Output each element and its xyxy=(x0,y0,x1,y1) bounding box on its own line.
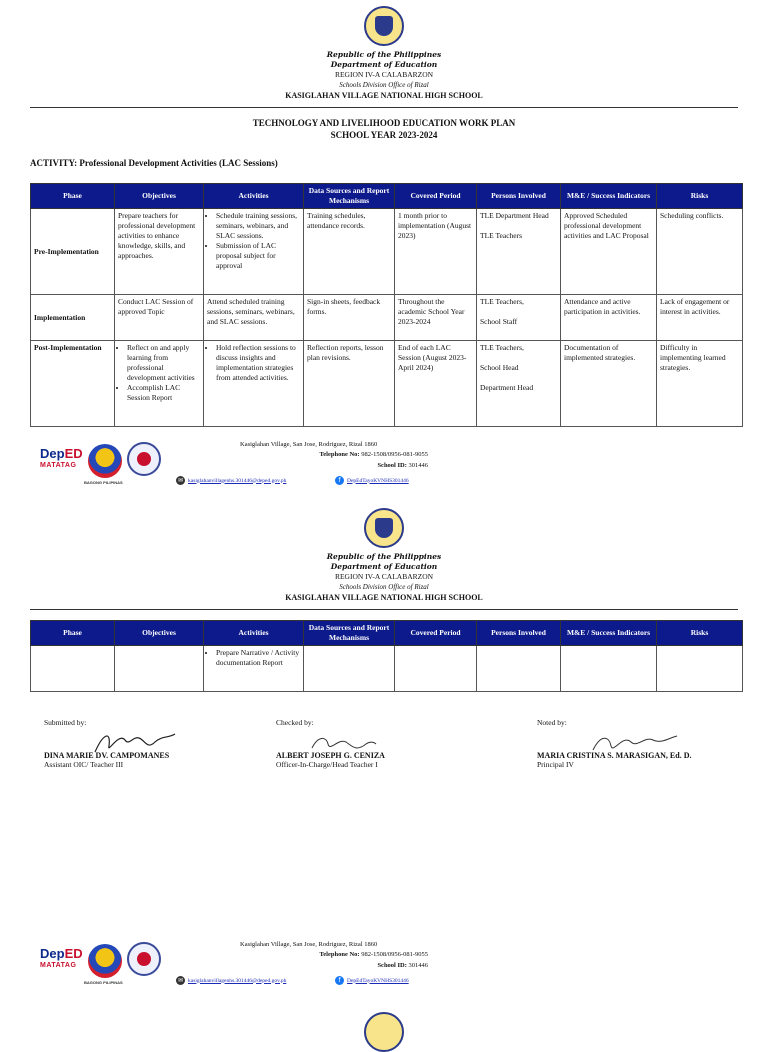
indicators-cell: Attendance and active participation in activities. xyxy=(561,295,657,341)
period-cell: 1 month prior to implementation (August 2023) xyxy=(395,209,477,295)
header-objectives: Objectives xyxy=(115,621,204,646)
activity-title: ACTIVITY: Professional Development Activities (LAC Sessions) xyxy=(30,158,278,168)
objectives-cell xyxy=(115,646,204,692)
logo-text: MATATAG xyxy=(40,462,77,469)
facebook-contact[interactable] xyxy=(335,476,409,485)
indicators-cell xyxy=(561,646,657,692)
plan-title: TECHNOLOGY AND LIVELIHOOD EDUCATION WORK PLAN xyxy=(252,118,516,128)
objectives-cell xyxy=(115,341,204,427)
school-id: 301446 xyxy=(408,462,428,469)
checked-by-block xyxy=(276,718,385,770)
school-logo xyxy=(127,942,161,976)
school-id-line xyxy=(362,461,428,471)
email-contact[interactable] xyxy=(176,976,286,985)
school-year: SCHOOL YEAR 2023-2024 xyxy=(330,130,438,140)
phase-cell xyxy=(31,646,115,692)
facebook-contact[interactable] xyxy=(335,976,409,985)
list-item: • Submission of LAC proposal subject for approval xyxy=(216,241,300,271)
person: TLE Teachers xyxy=(480,231,523,240)
header-data-sources: Data Sources and Report Mechanisms xyxy=(304,621,395,646)
telephone-number: 982-1508/0956-081-9055 xyxy=(361,951,428,958)
republic-line: Republic of the Philippines xyxy=(326,50,442,59)
facebook-icon: f xyxy=(335,476,344,485)
persons-cell xyxy=(477,209,561,295)
list-item: • Hold reflection sessions to discuss insights and implementation strategies from attended activities. xyxy=(216,343,300,383)
header-covered-period: Covered Period xyxy=(395,184,477,209)
data-sources-cell: Sign-in sheets, feedback forms. xyxy=(304,295,395,341)
page-footer xyxy=(0,940,768,992)
period-cell xyxy=(395,646,477,692)
risks-cell: Difficulty in implementing learned strategies. xyxy=(657,341,743,427)
telephone-line xyxy=(285,950,428,960)
logo-text: Dep xyxy=(40,946,65,961)
noted-name: MARIA CRISTINA S. MARASIGAN, Ed. D. xyxy=(537,751,692,760)
header-phase: Phase xyxy=(31,184,115,209)
header-covered-period: Covered Period xyxy=(395,621,477,646)
department-line: Department of Education xyxy=(330,60,438,69)
logo-text: ED xyxy=(64,946,83,961)
risks-cell xyxy=(657,646,743,692)
data-sources-cell xyxy=(304,646,395,692)
header-objectives: Objectives xyxy=(115,184,204,209)
deped-seal-icon xyxy=(364,6,404,46)
person: TLE Teachers, xyxy=(480,343,524,352)
data-sources-cell: Training schedules, attendance records. xyxy=(304,209,395,295)
department-line: Department of Education xyxy=(330,562,438,571)
division-line: Schools Division Office of Rizal xyxy=(339,81,429,89)
republic-line: Republic of the Philippines xyxy=(326,552,442,561)
checked-position: Officer-In-Charge/Head Teacher I xyxy=(276,760,378,769)
person: School Head xyxy=(480,363,519,372)
table-header-row xyxy=(31,621,743,646)
facebook-icon: f xyxy=(335,976,344,985)
phase-cell: Post-Implementation xyxy=(31,341,115,427)
email-icon: ✉ xyxy=(177,477,184,484)
phase-cell: Pre-Implementation xyxy=(31,209,115,295)
school-id-line xyxy=(362,961,428,971)
period-cell: End of each LAC Session (August 2023-April 2024) xyxy=(395,341,477,427)
activities-cell xyxy=(204,341,304,427)
period-cell: Throughout the academic School Year 2023-2024 xyxy=(395,295,477,341)
bagong-pilipinas-logo xyxy=(88,444,122,478)
school-name: KASIGLAHAN VILLAGE NATIONAL HIGH SCHOOL xyxy=(285,593,483,602)
noted-position: Principal IV xyxy=(537,760,574,769)
page-footer xyxy=(0,440,768,492)
table-row xyxy=(31,341,743,427)
header-divider xyxy=(30,609,738,610)
signature-image xyxy=(89,724,179,758)
submitted-label: Submitted by: xyxy=(44,718,87,727)
deped-seal-icon xyxy=(364,1012,404,1052)
person: Department Head xyxy=(480,383,534,392)
signature-image xyxy=(308,732,378,758)
telephone-label: Telephone No: xyxy=(319,951,360,958)
indicators-cell: Documentation of implemented strategies. xyxy=(561,341,657,427)
risks-cell: Scheduling conflicts. xyxy=(657,209,743,295)
email-icon: ✉ xyxy=(177,977,184,984)
signatories xyxy=(0,718,768,788)
header-persons: Persons Involved xyxy=(477,621,561,646)
header-indicators: M&E / Success Indicators xyxy=(561,621,657,646)
work-plan-table xyxy=(30,183,743,427)
logo-text: BAGONG PILIPINAS xyxy=(84,980,123,985)
letterhead xyxy=(0,6,768,101)
school-id: 301446 xyxy=(408,962,428,969)
email-link[interactable]: kasiglahanvillagenhs.301446@deped.gov.ph xyxy=(188,977,287,984)
telephone-number: 982-1508/0956-081-9055 xyxy=(361,451,428,458)
table-row xyxy=(31,295,743,341)
activities-cell: Attend scheduled training sessions, seminars, webinars, and SLAC sessions. xyxy=(204,295,304,341)
checked-name: ALBERT JOSEPH G. CENIZA xyxy=(276,751,385,760)
region-line: REGION IV-A CALABARZON xyxy=(334,70,434,79)
telephone-label: Telephone No: xyxy=(319,451,360,458)
header-indicators: M&E / Success Indicators xyxy=(561,184,657,209)
email-link[interactable]: kasiglahanvillagenhs.301446@deped.gov.ph xyxy=(188,477,287,484)
header-risks: Risks xyxy=(657,184,743,209)
header-divider xyxy=(30,107,738,108)
table-row xyxy=(31,209,743,295)
list-item: • Prepare Narrative / Activity documentation Report xyxy=(216,648,300,668)
objectives-cell: Prepare teachers for professional development activities to enhance knowledge, skills, and approaches. xyxy=(115,209,204,295)
letterhead xyxy=(0,508,768,603)
division-line: Schools Division Office of Rizal xyxy=(339,583,429,591)
risks-cell: Lack of engagement or interest in activities. xyxy=(657,295,743,341)
bagong-pilipinas-logo xyxy=(88,944,122,978)
header-persons: Persons Involved xyxy=(477,184,561,209)
phase-cell: Implementation xyxy=(31,295,115,341)
noted-by-block xyxy=(537,718,691,770)
list-item: • Reflect on and apply learning from professional development activities xyxy=(127,343,200,383)
indicators-cell: Approved Scheduled professional development activities and LAC Proposal xyxy=(561,209,657,295)
school-name: KASIGLAHAN VILLAGE NATIONAL HIGH SCHOOL xyxy=(285,91,483,100)
submitted-position: Assistant OIC/ Teacher III xyxy=(44,760,124,769)
logo-text: BAGONG PILIPINAS xyxy=(84,480,123,485)
logo-text: MATATAG xyxy=(40,962,77,969)
facebook-link[interactable]: DepEdTayoKVNHS301446 xyxy=(347,477,409,484)
school-logo xyxy=(127,442,161,476)
logo-text: Dep xyxy=(40,446,65,461)
header-risks: Risks xyxy=(657,621,743,646)
activities-cell xyxy=(204,646,304,692)
header-phase: Phase xyxy=(31,621,115,646)
email-contact[interactable] xyxy=(176,476,286,485)
school-address: Kasiglahan Village, San Jose, Rodriguez, Rizal 1860 xyxy=(240,441,378,448)
data-sources-cell: Reflection reports, lesson plan revisions. xyxy=(304,341,395,427)
deped-seal-icon xyxy=(364,508,404,548)
region-line: REGION IV-A CALABARZON xyxy=(334,572,434,581)
noted-label: Noted by: xyxy=(537,718,567,727)
school-address: Kasiglahan Village, San Jose, Rodriguez, Rizal 1860 xyxy=(240,941,378,948)
list-item: • Accomplish LAC Session Report xyxy=(127,383,200,403)
submitted-by-block xyxy=(44,718,169,770)
table-header-row xyxy=(31,184,743,209)
person: TLE Department Head xyxy=(480,211,549,220)
header-activities: Activities xyxy=(204,621,304,646)
school-id-label: School ID: xyxy=(377,962,407,969)
activities-cell xyxy=(204,209,304,295)
person: School Staff xyxy=(480,317,518,326)
school-id-label: School ID: xyxy=(377,462,407,469)
person: TLE Teachers, xyxy=(480,297,524,306)
checked-label: Checked by: xyxy=(276,718,314,727)
header-activities: Activities xyxy=(204,184,304,209)
deped-matatag-logo xyxy=(40,946,82,980)
list-item: • Schedule training sessions, seminars, webinars, and SLAC sessions. xyxy=(216,211,300,241)
signature-image xyxy=(589,730,679,758)
facebook-link[interactable]: DepEdTayoKVNHS301446 xyxy=(347,977,409,984)
logo-text: ED xyxy=(64,446,83,461)
persons-cell xyxy=(477,646,561,692)
header-data-sources: Data Sources and Report Mechanisms xyxy=(304,184,395,209)
objectives-cell: Conduct LAC Session of approved Topic xyxy=(115,295,204,341)
table-row xyxy=(31,646,743,692)
persons-cell xyxy=(477,295,561,341)
submitted-name: DINA MARIE DV. CAMPOMANES xyxy=(44,751,170,760)
work-plan-table-continued xyxy=(30,620,743,692)
deped-matatag-logo xyxy=(40,446,82,480)
telephone-line xyxy=(285,450,428,460)
persons-cell xyxy=(477,341,561,427)
